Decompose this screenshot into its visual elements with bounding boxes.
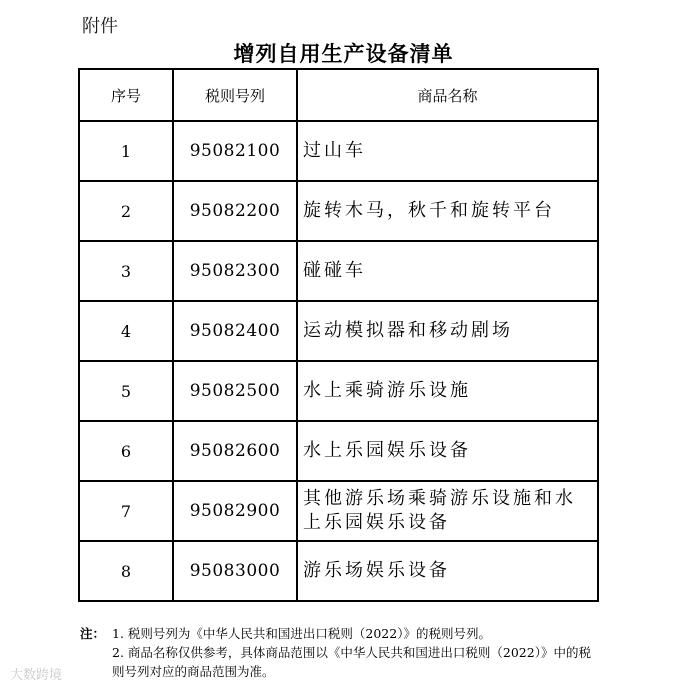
- row-tariff-code: 95082900: [173, 481, 297, 541]
- row-tariff-code: 95082100: [173, 121, 297, 181]
- header-product-name: 商品名称: [297, 69, 598, 121]
- table-row: [79, 421, 598, 481]
- header-tariff-code: 税则号列: [173, 69, 297, 121]
- equipment-list-table: [78, 68, 599, 602]
- document-title: 增列自用生产设备清单: [233, 41, 454, 66]
- row-tariff-code: 95082300: [173, 241, 297, 301]
- row-number: 8: [79, 541, 173, 601]
- footnotes: [80, 624, 600, 681]
- table-row: [79, 241, 598, 301]
- row-number: 4: [79, 301, 173, 361]
- footnote-text: 1. 税则号列为《中华人民共和国进出口税则（2022）》的税则号列。: [112, 626, 491, 641]
- row-product-name: 水上乘骑游乐设施: [297, 361, 598, 421]
- table-row: [79, 181, 598, 241]
- attachment-label: 附件: [82, 16, 118, 37]
- footnote-spacer: [80, 643, 112, 681]
- row-tariff-code: 95083000: [173, 541, 297, 601]
- table-row: [79, 121, 598, 181]
- row-tariff-code: 95082600: [173, 421, 297, 481]
- row-product-name: 运动模拟器和移动剧场: [297, 301, 598, 361]
- table-row: [79, 361, 598, 421]
- row-number: 6: [79, 421, 173, 481]
- row-number: 3: [79, 241, 173, 301]
- header-serial-number: 序号: [79, 69, 173, 121]
- table-row: [79, 481, 598, 541]
- row-number: 1: [79, 121, 173, 181]
- table-row: [79, 541, 598, 601]
- footnote-lead: 注：: [80, 626, 106, 641]
- row-product-name: 游乐场娱乐设备: [297, 541, 598, 601]
- row-product-name: 旋转木马，秋千和旋转平台: [297, 181, 598, 241]
- watermark: 大数跨境: [10, 668, 63, 683]
- row-tariff-code: 95082500: [173, 361, 297, 421]
- row-number: 7: [79, 481, 173, 541]
- footnote-item: [80, 624, 600, 643]
- table-header-row: [79, 69, 598, 121]
- footnote-item: [80, 643, 600, 681]
- row-product-name: 水上乐园娱乐设备: [297, 421, 598, 481]
- footnote-text: 2. 商品名称仅供参考，具体商品范围以《中华人民共和国进出口税则（2022）》中的税则号列对应的商品范围为准。: [112, 645, 591, 679]
- row-product-name: 过山车: [297, 121, 598, 181]
- row-tariff-code: 95082400: [173, 301, 297, 361]
- row-product-name: 其他游乐场乘骑游乐设施和水上乐园娱乐设备: [297, 481, 598, 541]
- row-number: 5: [79, 361, 173, 421]
- row-number: 2: [79, 181, 173, 241]
- table-row: [79, 301, 598, 361]
- row-tariff-code: 95082200: [173, 181, 297, 241]
- row-product-name: 碰碰车: [297, 241, 598, 301]
